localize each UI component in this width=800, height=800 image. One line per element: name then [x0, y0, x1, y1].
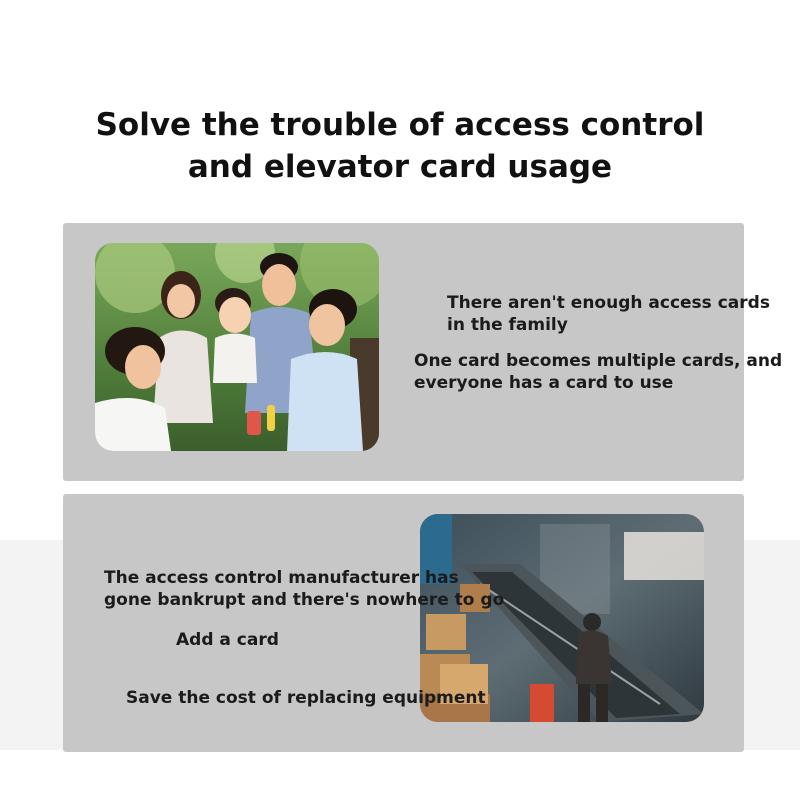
problem-text-factory-line-1: The access control manufacturer has [104, 568, 459, 588]
problem-text-factory-line-2: gone bankrupt and there's nowhere to go [104, 590, 505, 610]
factory-panel [63, 494, 744, 752]
problem-text-family-line-1: There aren't enough access cards [447, 293, 770, 313]
family-photo-illustration [95, 243, 379, 451]
page-title-line-2: and elevator card usage [187, 149, 613, 185]
solution-text-factory: Add a card [176, 630, 279, 650]
page-title-line-1: Solve the trouble of access control [95, 107, 705, 143]
problem-text-family [447, 292, 770, 336]
page-title [0, 104, 800, 188]
solution-text-family-line-1: One card becomes multiple cards, and [414, 351, 783, 371]
family-panel [63, 223, 783, 481]
solution-text-family [414, 350, 782, 394]
problem-text-family-line-2: in the family [447, 315, 568, 335]
solution-text-family-line-2: everyone has a card to use [414, 373, 674, 393]
family-photo [95, 243, 379, 451]
benefit-text-factory: Save the cost of replacing equipment [126, 688, 486, 708]
problem-text-factory [104, 567, 504, 611]
